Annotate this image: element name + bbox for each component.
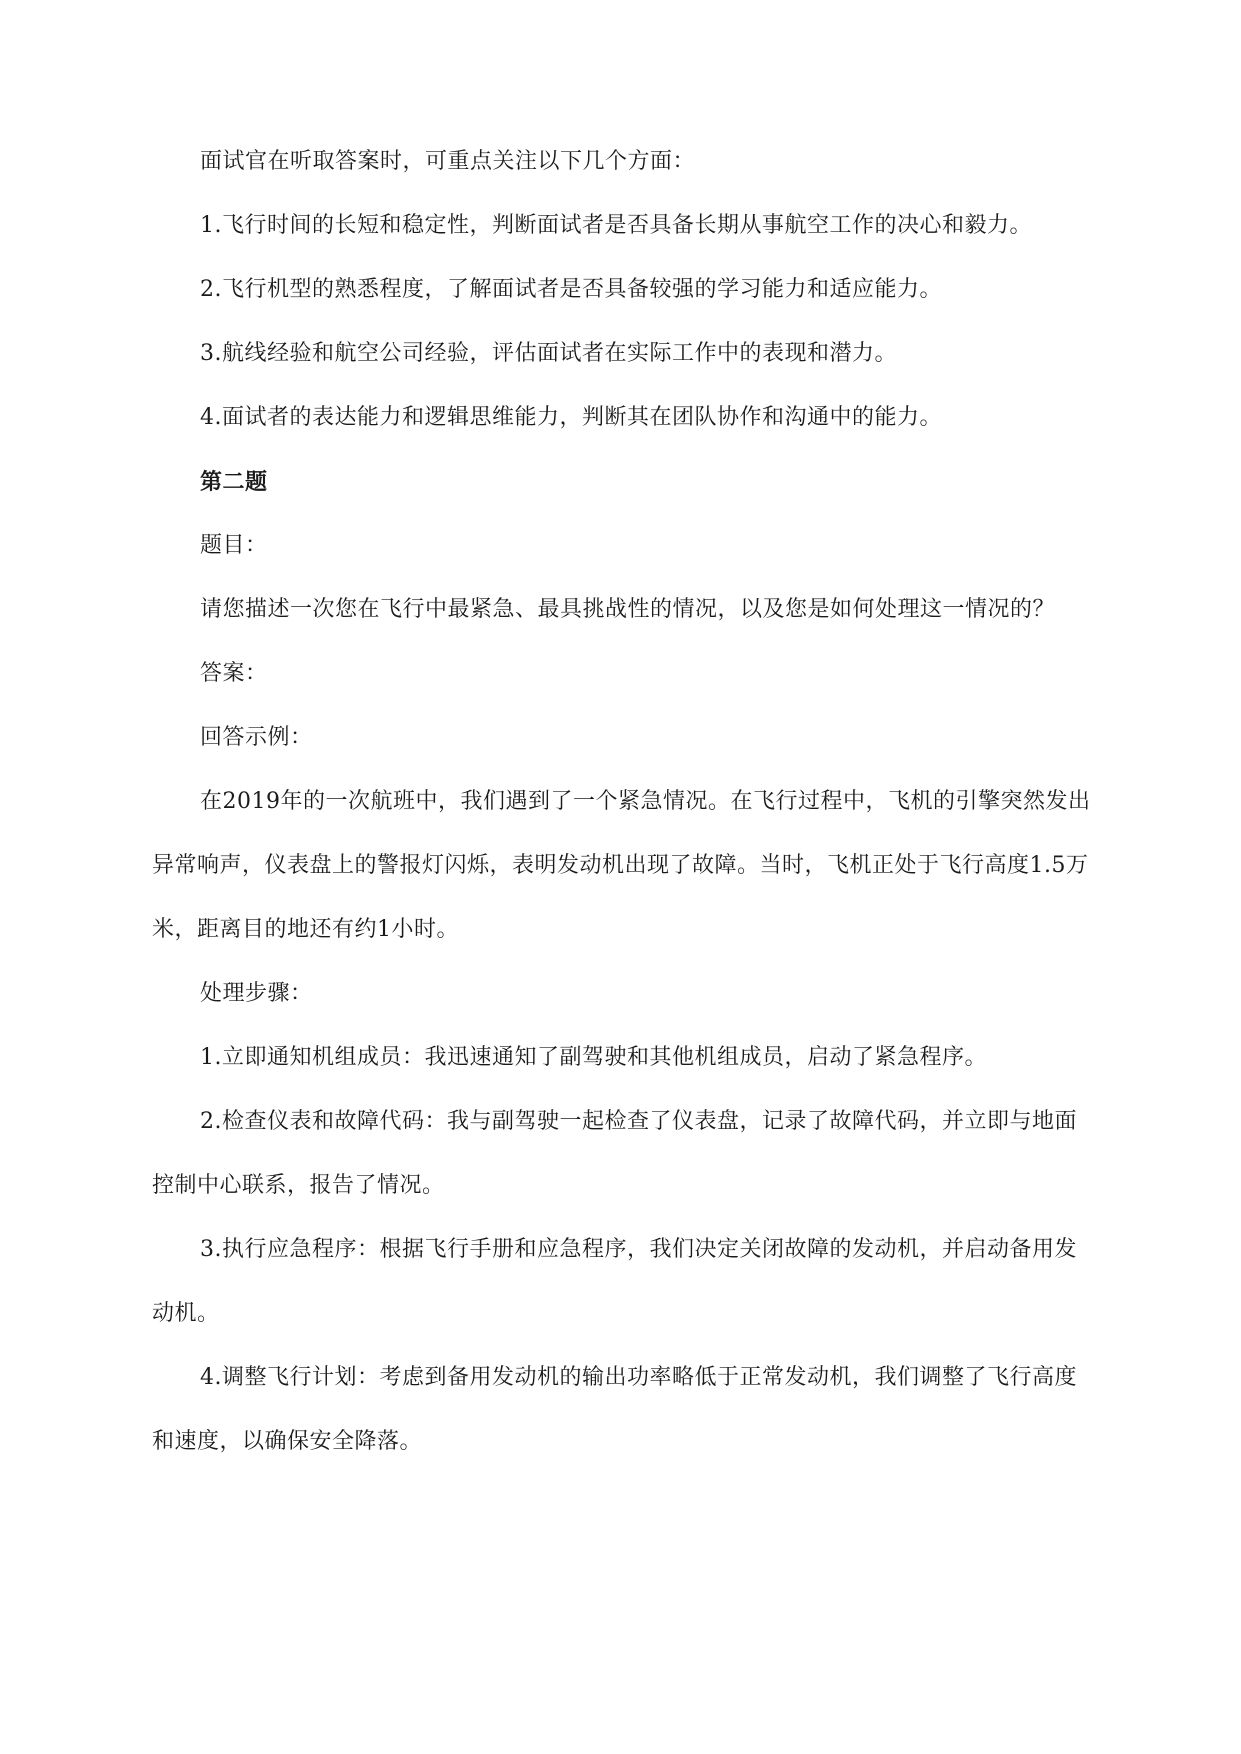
- paragraph-focus-intro: 面试官在听取答案时，可重点关注以下几个方面：: [200, 149, 696, 174]
- paragraph-point-1: 1.飞行时间的长短和稳定性，判断面试者是否具备长期从事航空工作的决心和毅力。: [200, 213, 1032, 238]
- example-label: 回答示例：: [200, 725, 313, 750]
- step-4: 4.调整飞行计划：考虑到备用发动机的输出功率略低于正常发动机，我们调整了飞行高度和速度，以确保安全降落。: [152, 1365, 1077, 1454]
- answer-label: 答案：: [200, 661, 268, 686]
- step-2: 2.检查仪表和故障代码：我与副驾驶一起检查了仪表盘，记录了故障代码，并立即与地面控制中心联系，报告了情况。: [152, 1109, 1077, 1198]
- steps-label: 处理步骤：: [200, 981, 313, 1006]
- paragraph-point-3: 3.航线经验和航空公司经验，评估面试者在实际工作中的表现和潜力。: [200, 341, 897, 366]
- question-label: 题目：: [200, 533, 268, 558]
- step-1: 1.立即通知机组成员：我迅速通知了副驾驶和其他机组成员，启动了紧急程序。: [200, 1045, 987, 1070]
- step-3: 3.执行应急程序：根据飞行手册和应急程序，我们决定关闭故障的发动机，并启动备用发动机。: [152, 1237, 1077, 1326]
- document-body: [152, 130, 1092, 1474]
- paragraph-point-2: 2.飞行机型的熟悉程度，了解面试者是否具备较强的学习能力和适应能力。: [200, 277, 942, 302]
- question-text: 请您描述一次您在飞行中最紧急、最具挑战性的情况，以及您是如何处理这一情况的？: [200, 597, 1056, 622]
- paragraph-point-4: 4.面试者的表达能力和逻辑思维能力，判断其在团队协作和沟通中的能力。: [200, 405, 942, 430]
- section-heading: 第二题: [200, 469, 268, 495]
- example-narrative: 在2019年的一次航班中，我们遇到了一个紧急情况。在飞行过程中，飞机的引擎突然发出异常响声，仪表盘上的警报灯闪烁，表明发动机出现了故障。当时，飞机正处于飞行高度1.5万米，距离目的地还有约1小时。: [152, 789, 1091, 942]
